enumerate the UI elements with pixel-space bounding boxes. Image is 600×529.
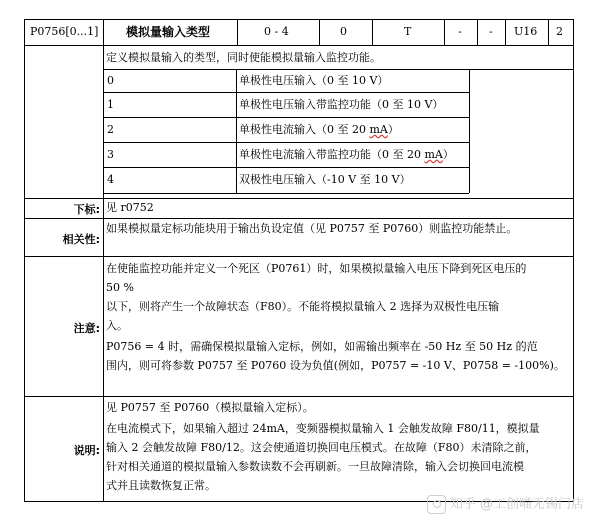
- watermark-text: 知乎 @工创喵无锡门店: [449, 497, 584, 512]
- param-access: T: [404, 25, 412, 38]
- index-value: 见 r0752: [106, 201, 154, 214]
- note-line: 入。: [106, 319, 128, 332]
- note-line: 以下，则将产生一个故障状态（F80）。不能将模拟量输入 2 选择为双极性电压输: [106, 300, 500, 313]
- note-body: [106, 259, 572, 375]
- option-unit: mA: [424, 148, 443, 161]
- explanation-line: 针对相关通道的模拟量输入参数读数不会再刷新。一旦故障清除，输入会切换回电流模: [106, 460, 524, 473]
- note-label: 注意:: [73, 322, 100, 335]
- option-text: 双极性电压输入（-10 V 至 10 V）: [239, 173, 411, 186]
- param-col-dash-1: -: [458, 25, 462, 38]
- option-value: 1: [107, 98, 114, 111]
- explanation-line: 见 P0757 至 P0760（模拟量输入定标）。: [106, 401, 314, 414]
- zhihu-logo-icon: [427, 495, 446, 514]
- index-label: 下标:: [73, 203, 100, 216]
- explanation-line: 式并且读数恢复正常。: [106, 479, 216, 492]
- explanation-body: [106, 398, 572, 495]
- param-col-dash-2: -: [489, 25, 493, 38]
- explanation-label: 说明:: [73, 444, 100, 457]
- watermark: [427, 493, 584, 514]
- dependency-label: 相关性:: [62, 233, 100, 246]
- param-name: 模拟量输入类型: [126, 25, 211, 39]
- option-value: 0: [107, 74, 114, 87]
- option-text: 单极性电压输入带监控功能（0 至 10 V）: [239, 98, 444, 111]
- option-tail: ）: [387, 123, 399, 136]
- param-id: P0756[0...1]: [30, 25, 99, 38]
- note-line: 在使能监控功能并定义一个死区（P0761）时，如果模拟量输入电压下降到死区电压的: [106, 262, 527, 275]
- option-text-line: [239, 148, 454, 162]
- definition-text: 定义模拟量输入的类型，同时使能模拟量输入监控功能。: [106, 51, 381, 64]
- dependency-value: 如果模拟量定标功能块用于输出负设定值（见 P0757 至 P0760）则监控功能禁止。: [106, 222, 518, 235]
- param-level: 2: [556, 25, 563, 38]
- option-text: 单极性电压输入（0 至 10 V）: [239, 74, 389, 87]
- option-text: 单极性电流输入（0 至 20: [239, 123, 370, 136]
- option-value: 2: [107, 123, 114, 136]
- note-line: 50 %: [106, 281, 134, 294]
- option-tail: ）: [442, 148, 454, 161]
- option-text-line: [239, 123, 399, 137]
- explanation-line: 输入 2 会触发故障 F80/12。这会使通道切换回电压模式。在故障（F80）未清除之前，: [106, 441, 537, 454]
- option-text: 单极性电流输入带监控功能（0 至 20: [239, 148, 425, 161]
- param-datatype: U16: [514, 25, 538, 38]
- param-range: 0 - 4: [264, 25, 289, 38]
- explanation-line: 在电流模式下，如果输入超过 24mA，变频器模拟量输入 1 会触发故障 F80/11，模拟量: [106, 422, 540, 435]
- param-default: 0: [340, 25, 347, 38]
- note-line: P0756 = 4 时，需确保模拟量输入定标，例如，如需输出频率在 -50 Hz 至 50 Hz 的范: [106, 340, 538, 353]
- option-unit: mA: [369, 123, 388, 136]
- note-line: 围内，则可将参数 P0757 至 P0760 设为负值(例如，P0757 = -10 V、P0758 = -100%)。: [106, 359, 565, 372]
- option-value: 3: [107, 148, 114, 161]
- option-value: 4: [107, 173, 114, 186]
